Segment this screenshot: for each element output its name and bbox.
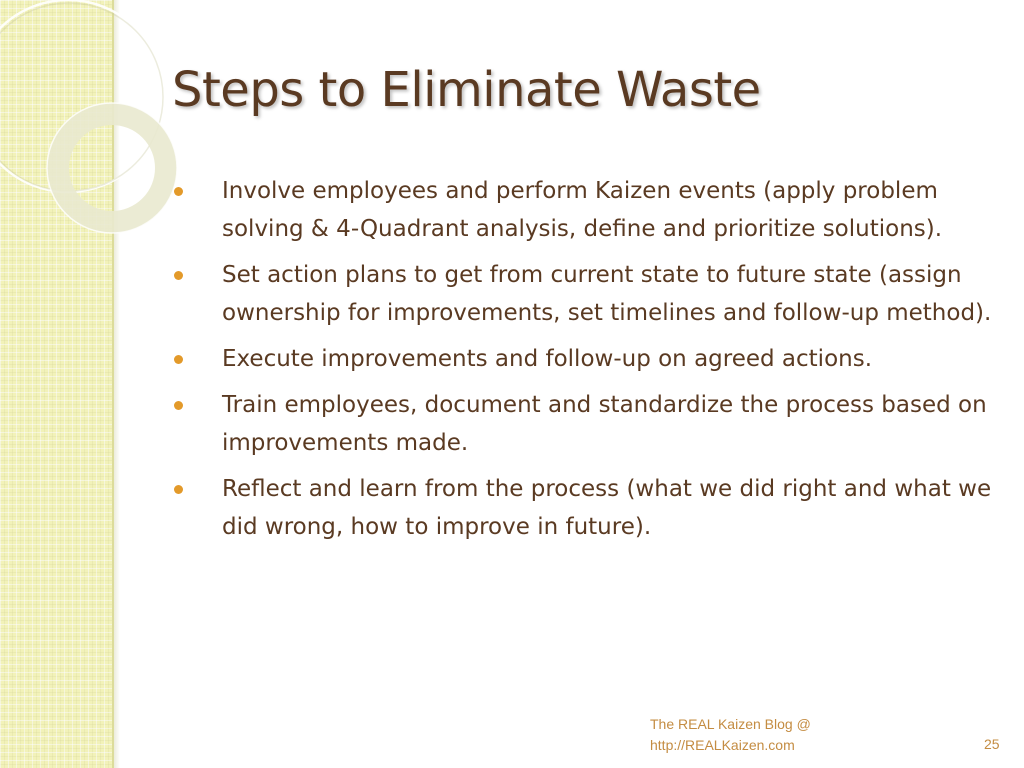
bullet-item <box>172 340 992 378</box>
bullet-dot-icon <box>174 485 183 494</box>
slide-title: Steps to Eliminate Waste <box>172 62 761 118</box>
bullet-list <box>172 172 992 554</box>
bullet-text: Execute improvements and follow-up on agreed actions. <box>222 346 873 372</box>
bullet-text: Train employees, document and standardize the process based on improvements made. <box>222 392 987 456</box>
bullet-item <box>172 256 992 332</box>
footer-text <box>650 714 811 756</box>
bullet-item <box>172 172 992 248</box>
footer-blog-name: The REAL Kaizen Blog @ <box>650 716 811 732</box>
bullet-text: Set action plans to get from current state to future state (assign ownership for improvements, set timelines and follow-up method). <box>222 262 992 326</box>
bullet-dot-icon <box>174 271 183 280</box>
left-decorative-band <box>0 0 112 768</box>
bullet-dot-icon <box>174 187 183 196</box>
slide-number: 25 <box>984 736 1000 752</box>
bullet-dot-icon <box>174 355 183 364</box>
bullet-text: Involve employees and perform Kaizen events (apply problem solving & 4-Quadrant analysis, define and prioritize solutions). <box>222 178 943 242</box>
bullet-text: Reflect and learn from the process (what we did right and what we did wrong, how to improve in future). <box>222 476 992 540</box>
bullet-item <box>172 470 992 546</box>
footer-url: http://REALKaizen.com <box>650 737 795 753</box>
band-shadow <box>114 0 120 768</box>
bullet-item <box>172 386 992 462</box>
bullet-dot-icon <box>174 401 183 410</box>
